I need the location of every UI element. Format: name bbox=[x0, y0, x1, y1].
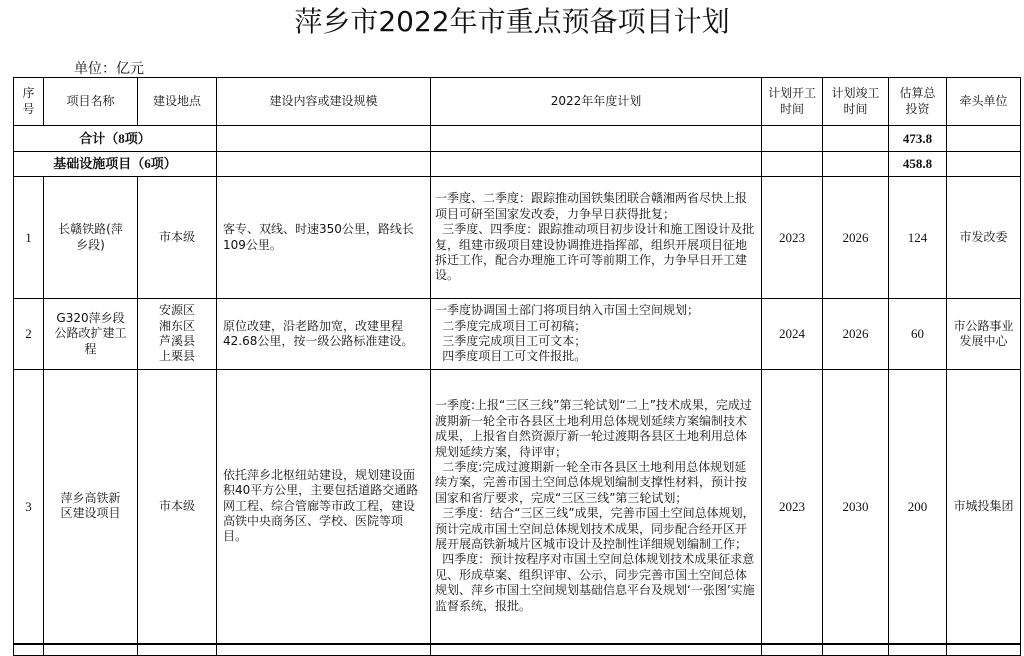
plan-paragraph: 四季度：预计按程序对市国土空间总体规划技术成果征求意见、形成草案、组织评审、公示，同步完善市国土空间总体规划、萍乡市国土空间规划基础信息平台及规划‘一张图’实施监督系统，报批。 bbox=[435, 552, 755, 613]
summary-infrastructure-label: 基础设施项目（6项） bbox=[14, 152, 217, 177]
header-row bbox=[14, 78, 1021, 126]
plan-paragraph: 一季度:上报“三区三线”第三轮试划“二上”技术成果，完成过渡期新一轮全市各县区土地利用总体规划延续方案编制技术成果，上报省自然资源厅新一轮过渡期各县区土地利用总体规划延续方案，待评审； bbox=[435, 398, 752, 459]
row-end-year: 2026 bbox=[823, 299, 889, 370]
row-seq: 3 bbox=[14, 370, 44, 644]
row-project-name: 长赣铁路(萍乡段) bbox=[44, 177, 138, 299]
row-content: 原位改建，沿老路加宽，改建里程42.68公里，按一级公路标准建设。 bbox=[217, 299, 431, 370]
summary-row-total bbox=[14, 126, 1021, 152]
row-plan bbox=[431, 370, 762, 644]
row-investment: 60 bbox=[889, 299, 947, 370]
row-lead-unit: 市城投集团 bbox=[947, 370, 1021, 644]
row-location: 安源区 湘东区 芦溪县 上栗县 bbox=[138, 299, 217, 370]
header-plan-2022: 2022年年度计划 bbox=[431, 78, 762, 126]
row-end-year: 2030 bbox=[823, 370, 889, 644]
header-content: 建设内容或建设规模 bbox=[217, 78, 431, 126]
row-end-year: 2026 bbox=[823, 177, 889, 299]
unit-label: 单位：亿元 bbox=[74, 61, 144, 77]
row-start-year: 2023 bbox=[762, 370, 823, 644]
row-project-name: 萍乡高铁新区建设项目 bbox=[44, 370, 138, 644]
plan-paragraph: 一季度、二季度：跟踪推动国铁集团联合赣湘两省尽快上报项目可研至国家发改委，力争早日获得批复； bbox=[435, 191, 748, 221]
row-location: 市本级 bbox=[138, 370, 217, 644]
row-location: 市本级 bbox=[138, 177, 217, 299]
header-seq: 序号 bbox=[14, 78, 44, 126]
row-lead-unit: 市发改委 bbox=[947, 177, 1021, 299]
row-start-year: 2023 bbox=[762, 177, 823, 299]
plan-paragraph: 四季度项目工可文件报批。 bbox=[442, 349, 587, 364]
row-project-name: G320萍乡段公路改扩建工程 bbox=[44, 299, 138, 370]
table-row bbox=[14, 370, 1021, 644]
row-investment: 124 bbox=[889, 177, 947, 299]
table-row bbox=[14, 299, 1021, 370]
table-row-partial bbox=[14, 644, 1021, 656]
plan-paragraph: 二季度:完成过渡期新一轮全市各县区土地利用总体规划延续方案，完善市国土空间总体规划编制支撑性材料，预计按国家和省厅要求，完成“三区三线”第三轮试划； bbox=[435, 460, 748, 505]
summary-total-label: 合计（8项） bbox=[14, 126, 217, 152]
document-title: 萍乡市2022年市重点预备项目计划 bbox=[294, 5, 730, 38]
row-plan bbox=[431, 177, 762, 299]
plan-paragraph: 三季度、四季度：跟踪推动项目初步设计和施工图设计及批复，组建市级项目建设协调推进指挥部，组织开展项目征地拆迁工作，配合办理施工许可等前期工作，力争早日开工建设。 bbox=[435, 222, 755, 283]
header-investment: 估算总投资 bbox=[889, 78, 947, 126]
header-lead-unit: 牵头单位 bbox=[947, 78, 1021, 126]
summary-infrastructure-investment: 458.8 bbox=[889, 152, 947, 177]
row-content: 依托萍乡北枢纽站建设，规划建设面积40平方公里，主要包括道路交通路网工程、综合管廊等市政工程，建设高铁中央商务区、学校、医院等项目。 bbox=[217, 370, 431, 644]
summary-total-investment: 473.8 bbox=[889, 126, 947, 152]
header-name: 项目名称 bbox=[44, 78, 138, 126]
row-investment: 200 bbox=[889, 370, 947, 644]
header-end: 计划竣工时间 bbox=[823, 78, 889, 126]
header-location: 建设地点 bbox=[138, 78, 217, 126]
header-start: 计划开工时间 bbox=[762, 78, 823, 126]
table-row bbox=[14, 177, 1021, 299]
row-seq: 2 bbox=[14, 299, 44, 370]
row-plan bbox=[431, 299, 762, 370]
plan-paragraph: 一季度协调国土部门将项目纳入市国土空间规划； bbox=[435, 303, 700, 318]
plan-paragraph: 三季度完成项目工可文本； bbox=[442, 334, 587, 348]
plan-paragraph: 三季度：结合“三区三线”成果，完善市国土空间总体规划，预计完成市国土空间总体规划技术成果，同步配合经开区开展开展高铁新城片区城市设计及控制性详细规划编制工作； bbox=[435, 506, 755, 552]
row-content: 客专、双线、时速350公里，路线长109公里。 bbox=[217, 177, 431, 299]
row-seq: 1 bbox=[14, 177, 44, 299]
row-start-year: 2024 bbox=[762, 299, 823, 370]
project-table bbox=[13, 77, 1021, 656]
row-lead-unit: 市公路事业发展中心 bbox=[947, 299, 1021, 370]
plan-paragraph: 二季度完成项目工可初稿； bbox=[442, 318, 587, 333]
summary-row-infrastructure bbox=[14, 152, 1021, 177]
